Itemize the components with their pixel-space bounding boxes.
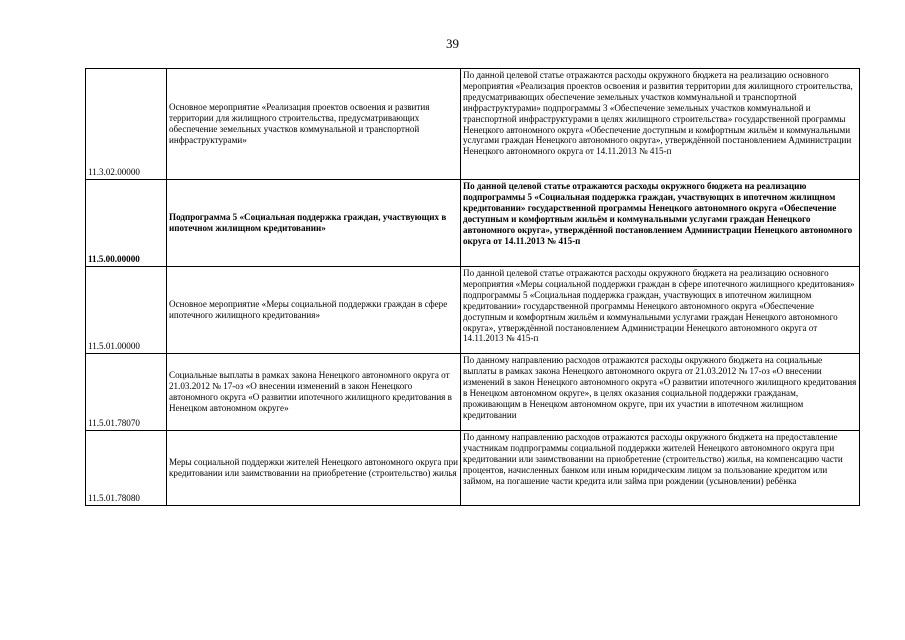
table-row bbox=[86, 267, 860, 354]
row-description: По данному направлению расходов отражаются расходы окружного бюджета на предоставление участникам подпрограммы социальной поддержки жителей Ненецкого автономного округа при кредитовании или заимствовании на приобретение (строительство) жилья, на компенсацию части процентов, начисленных банком или иным юридическим лицом за пользование кредитом или займом, на погашение части кредита или займа при рождении (усыновлении) ребёнка bbox=[461, 431, 860, 506]
row-description: По данной целевой статье отражаются расходы окружного бюджета на реализацию основного мероприятия «Меры социальной поддержки граждан в сфере ипотечного жилищного кредитования» подпрограммы 5 «Социальная поддержка граждан, участвующих в ипотечном жилищном кредитовании» государственной программы Ненецкого автономного округа «Обеспечение доступным и комфортным жильём и коммунальными услугами граждан Ненецкого автономного округа», утверждённой постановлением Администрации Ненецкого автономного округа от 14.11.2013 № 415-п bbox=[461, 267, 860, 354]
table-row bbox=[86, 354, 860, 431]
page-number: 39 bbox=[446, 36, 459, 51]
row-name: Основное мероприятие «Меры социальной поддержки граждан в сфере ипотечного жилищного кредитования» bbox=[167, 267, 461, 354]
row-name: Подпрограмма 5 «Социальная поддержка граждан, участвующих в ипотечном жилищном кредитовании» bbox=[167, 180, 461, 267]
row-description: По данному направлению расходов отражаются расходы окружного бюджета на социальные выплаты в рамках закона Ненецкого автономного округа от 21.03.2012 № 17-оз «О внесении изменений в закон Ненецкого автономного округа «О развитии ипотечного жилищного кредитования в Ненецком автономном округе», в целях оказания социальной поддержки гражданам, проживающим в Ненецком автономном округе, при их участии в ипотечном жилищном кредитовании bbox=[461, 354, 860, 431]
row-name: Основное мероприятие «Реализация проектов освоения и развития территории для жилищного строительства, предусматривающих обеспечение земельных участков коммунальной и транспортной инфраструктурами» bbox=[167, 69, 461, 180]
target-article-table bbox=[85, 68, 860, 506]
row-description: По данной целевой статье отражаются расходы окружного бюджета на реализацию основного мероприятия «Реализация проектов освоения и развития территории для жилищного строительства, предусматривающих обеспечение земельных участков коммунальной и транспортной инфраструктурами» подпрограммы 3 «Обеспечение земельных участков коммунальной и транспортной инфраструктурами в целях жилищного строительства» государственной программы Ненецкого автономного округа «Обеспечение доступным и комфортным жильём и коммунальными услугами граждан Ненецкого автономного округа», утверждённой постановлением Администрации Ненецкого автономного округа от 14.11.2013 № 415-п bbox=[461, 69, 860, 180]
table-row bbox=[86, 431, 860, 506]
row-code: 11.5.01.00000 bbox=[86, 267, 167, 354]
row-name: Социальные выплаты в рамках закона Ненецкого автономного округа от 21.03.2012 № 17-оз «О внесении изменений в закон Ненецкого автономного округа «О развитии ипотечного жилищного кредитования в Ненецком автономном округе» bbox=[167, 354, 461, 431]
row-description: По данной целевой статье отражаются расходы окружного бюджета на реализацию подпрограммы 5 «Социальная поддержка граждан, участвующих в ипотечном жилищном кредитовании» государственной программы Ненецкого автономного округа «Обеспечение доступным и комфортным жильём и коммунальными услугами граждан Ненецкого автономного округа», утверждённой постановлением Администрации Ненецкого автономного округа от 14.11.2013 № 415-п bbox=[461, 180, 860, 267]
row-code: 11.5.00.00000 bbox=[86, 180, 167, 267]
row-code: 11.3.02.00000 bbox=[86, 69, 167, 180]
row-code: 11.5.01.78070 bbox=[86, 354, 167, 431]
row-code: 11.5.01.78080 bbox=[86, 431, 167, 506]
table-row bbox=[86, 180, 860, 267]
table-row bbox=[86, 69, 860, 180]
row-name: Меры социальной поддержки жителей Ненецкого автономного округа при кредитовании или заимствовании на приобретение (строительство) жилья bbox=[167, 431, 461, 506]
